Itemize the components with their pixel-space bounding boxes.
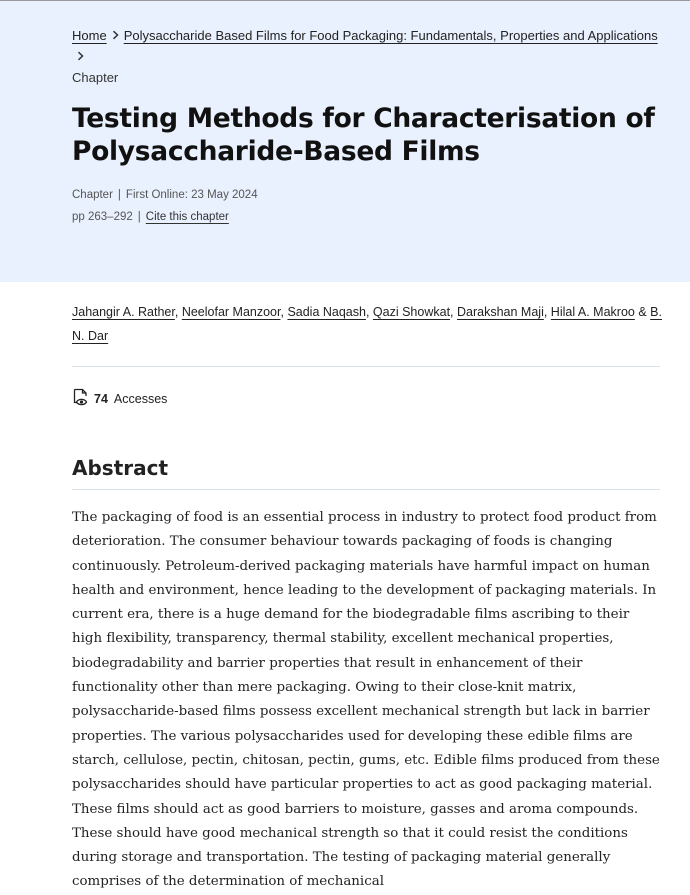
chapter-header-content [72, 25, 662, 228]
chevron-right-icon [76, 46, 85, 67]
abstract-text: The packaging of food is an essential process in industry to protect food product from deterioration. The consumer behaviour towards packaging of foods is changing continuously. Petroleum-derived packaging materials have harmful impact on human health and environment, hence leading to the development of packaging materials. In current era, there is a huge demand for the biodegradable films ascribing to their high flexibility, transparency, thermal stability, excellent mechanical properties, biodegradability and barrier properties that result in enhancement of their functionality other than mere packaging. Owing to their close-knit matrix, polysaccharide-based films possess excellent mechanical strength but lack in barrier properties. The various polysaccharides used for developing these edible films are starch, cellulose, pectin, chitosan, pectin, gums, etc. Edible films produced from these polysaccharides should have particular properties to act as good packaging material. These films should act as good barriers to moisture, gasses and aroma compounds. These should have good mechanical strength so that it could resist the conditions during storage and transportation. The testing of packaging material generally comprises of the determination of mechanical [72, 510, 660, 890]
article-metrics [72, 388, 167, 410]
chapter-meta-line-1 [72, 184, 662, 206]
page-range: pp 263–292 [72, 211, 133, 223]
section-divider [72, 366, 660, 367]
chapter-header [0, 1, 690, 282]
accesses-count: 74 [94, 392, 108, 406]
author-link[interactable]: B. N. Dar [72, 305, 662, 343]
accesses-icon [72, 388, 94, 410]
abstract-divider [72, 489, 660, 490]
breadcrumb [72, 25, 662, 88]
author-link[interactable]: Jahangir A. Rather [72, 305, 175, 319]
breadcrumb-book-link[interactable]: Polysaccharide Based Films for Food Packaging: Fundamentals, Properties and Applications [123, 28, 658, 43]
abstract-heading: Abstract [72, 456, 169, 480]
chevron-right-icon [111, 25, 120, 46]
breadcrumb-home-link[interactable]: Home [72, 28, 107, 43]
author-link[interactable]: Hilal A. Makroo [550, 305, 635, 319]
chapter-meta-line-2 [72, 206, 662, 228]
author-link[interactable]: Qazi Showkat [372, 305, 451, 319]
page-title: Testing Methods for Characterisation of Polysaccharide-Based Films [72, 103, 655, 167]
accesses-label: Accesses [113, 392, 168, 406]
content-type: Chapter [72, 189, 113, 201]
author-list: Jahangir A. Rather, Neelofar Manzoor, Sadia Naqash, Qazi Showkat, Darakshan Maji, Hilal A. Makroo & B. N. Dar [72, 305, 662, 343]
chapter-meta [72, 184, 662, 228]
author-link[interactable]: Sadia Naqash [287, 305, 366, 319]
breadcrumb-current: Chapter [72, 70, 119, 85]
meta-separator: | [137, 211, 141, 223]
cite-chapter-link[interactable]: Cite this chapter [145, 211, 229, 223]
meta-separator: | [117, 189, 121, 201]
author-link[interactable]: Darakshan Maji [457, 305, 544, 319]
first-online-date: First Online: 23 May 2024 [125, 189, 258, 201]
author-link[interactable]: Neelofar Manzoor [181, 305, 281, 319]
